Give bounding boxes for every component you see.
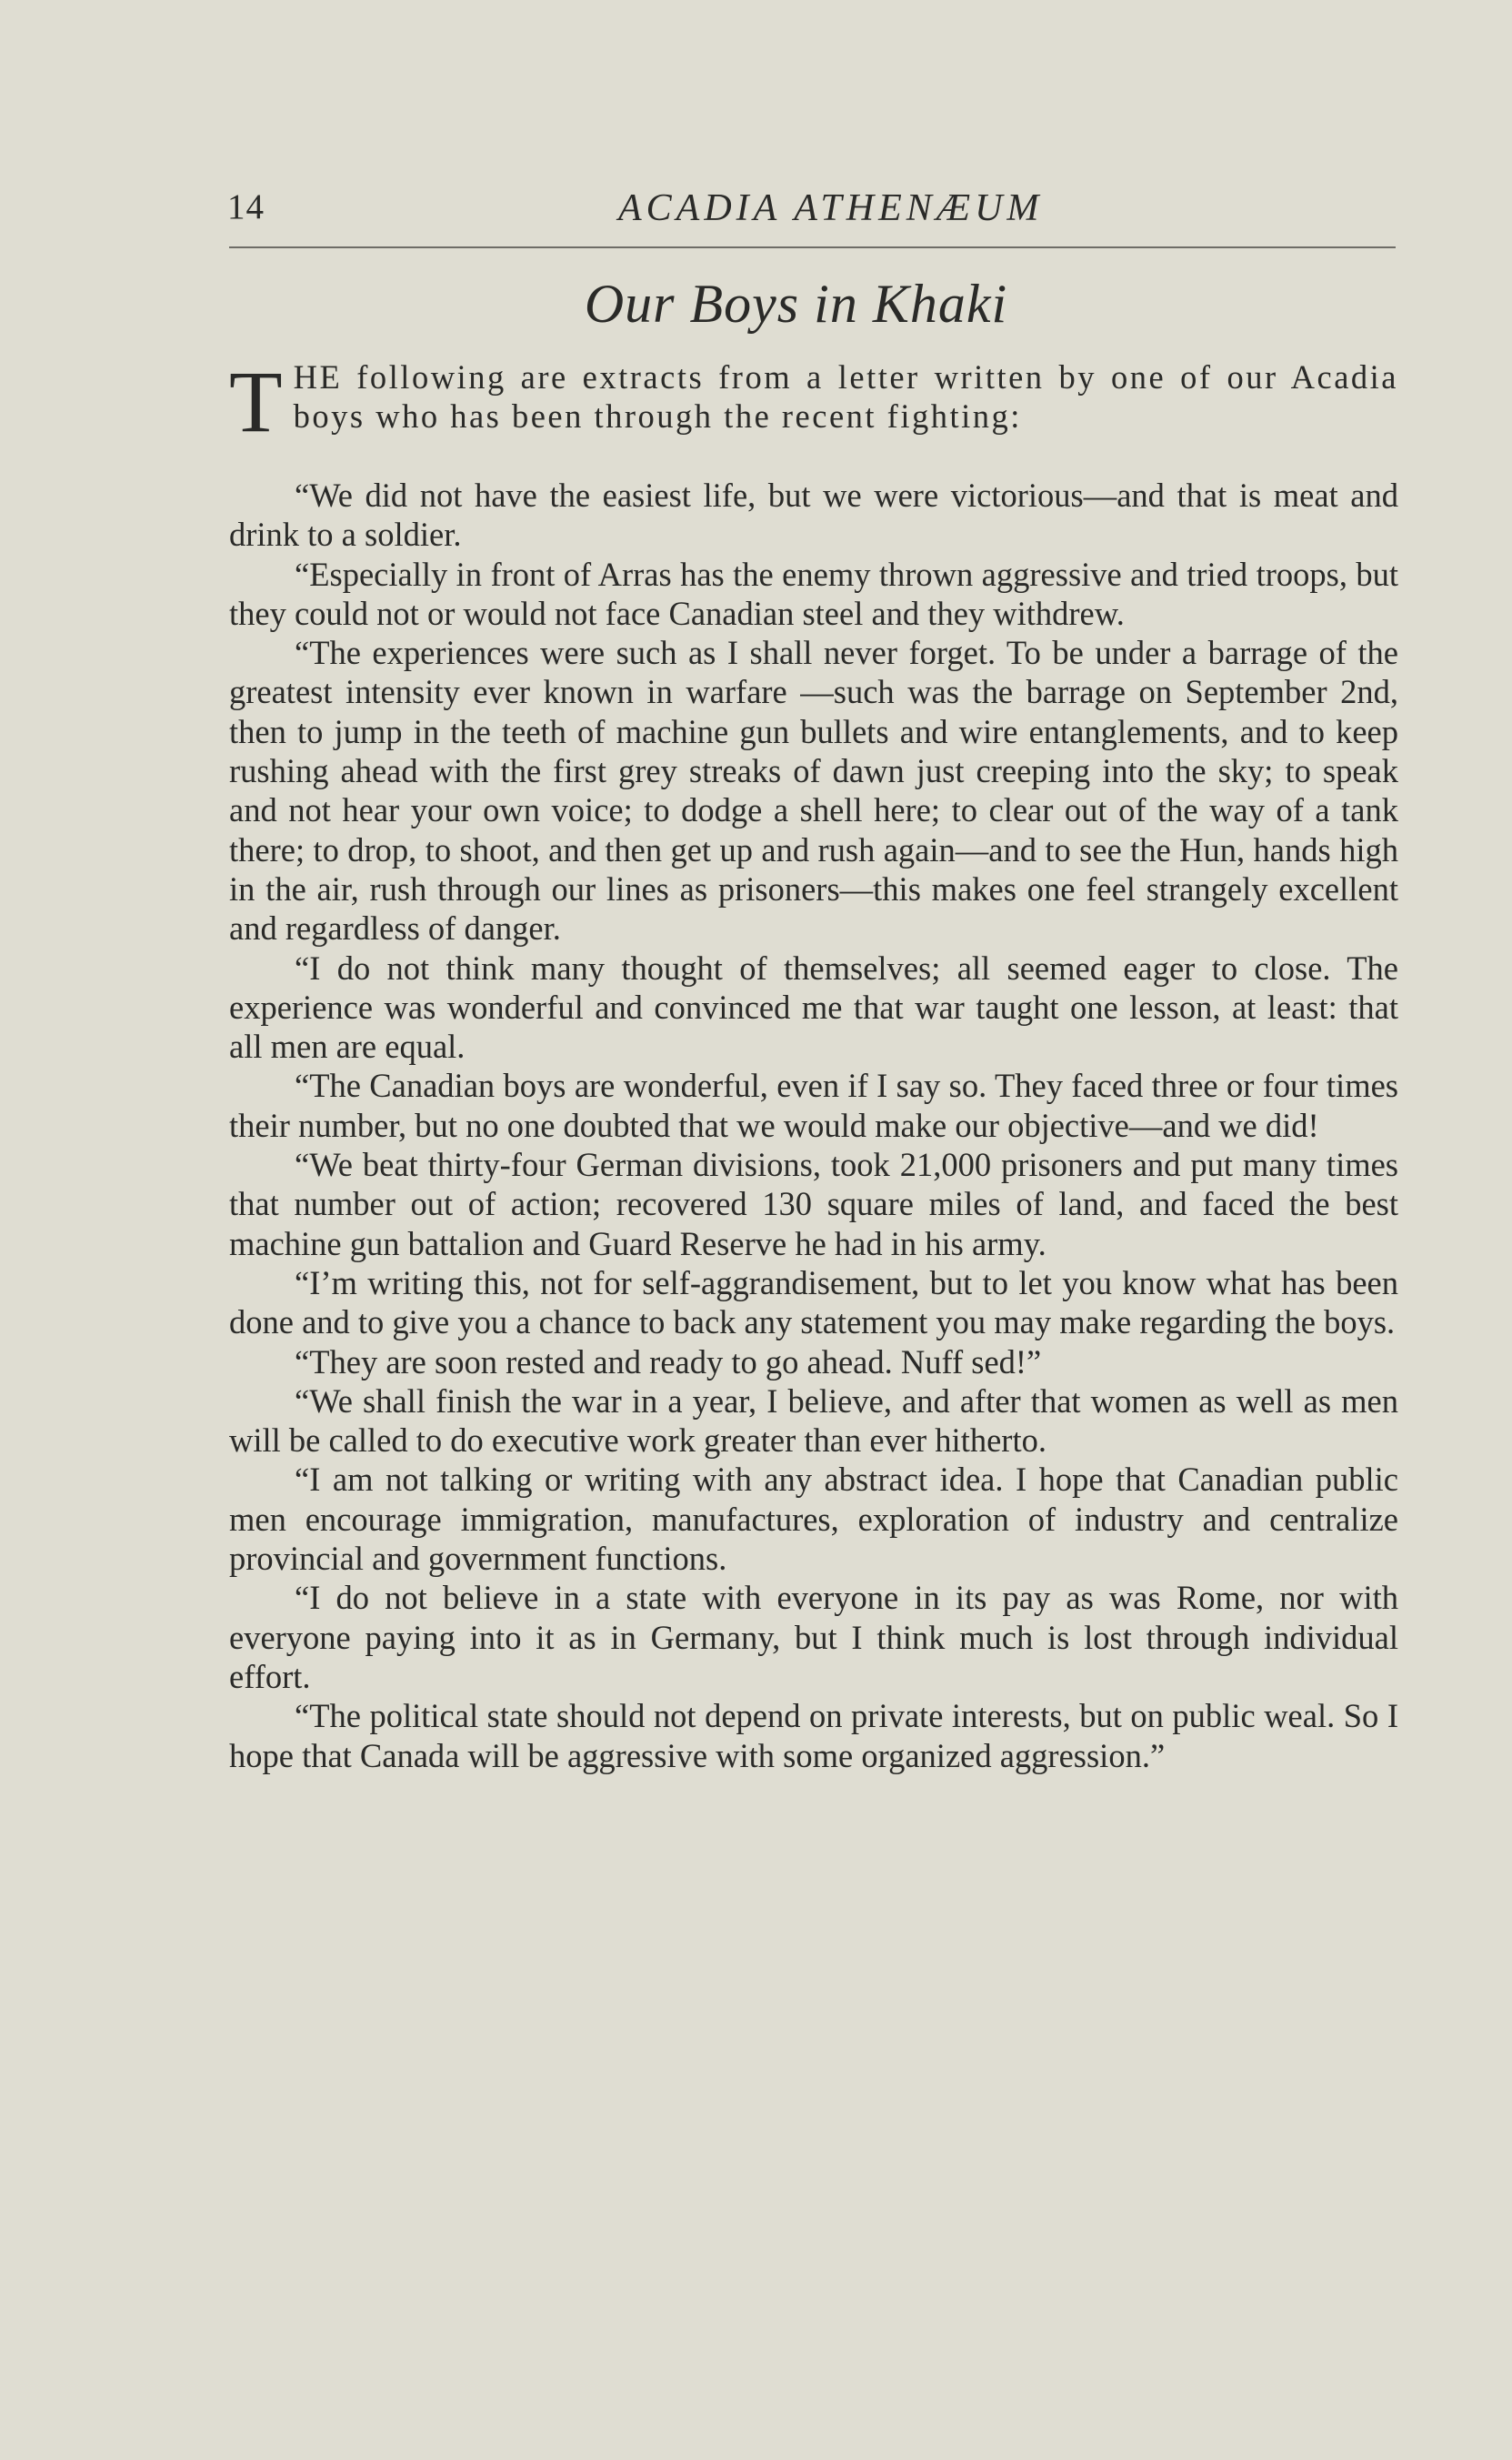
paragraph: “Especially in front of Arras has the enemy thrown aggressive and tried troops, but they could not or would not face Canadian steel and they withdrew. — [229, 555, 1398, 632]
journal-title: ACADIA ATHENÆUM — [618, 187, 1044, 229]
paragraph: “The experiences were such as I shall never forget. To be under a barrage of the greatest intensity ever known in warfare —such was the barrage on September 2nd, then to jump in the teeth of machine gun bullets and wire entanglements, and to keep rushing ahead with the first grey streaks of dawn just creeping into the sky; to speak and not hear your own voice; to dodge a shell here; to clear out of the way of a tank there; to drop, to shoot, and then get up and rush again—and to see the Hun, hands high in the air, rush through our lines as prisoners—this makes one feel strangely excellent and regardless of danger. — [229, 634, 1398, 948]
header-rule — [229, 246, 1396, 248]
paragraph: “The Canadian boys are wonderful, even if I say so. They faced three or four times their number, but no one doubted that we would make our objective—and we did! — [229, 1067, 1398, 1144]
page-number: 14 — [227, 187, 265, 226]
article-body — [229, 353, 1398, 1775]
article-intro-paragraph — [229, 353, 1398, 476]
paragraph: “We beat thirty-four German divisions, took 21,000 prisoners and put many times that number out of action; recovered 130 square miles of land, and faced the best machine gun battalion and Guard Reserve he had in his army. — [229, 1146, 1398, 1262]
drop-cap: T — [229, 353, 283, 450]
article-title: Our Boys in Khaki — [584, 274, 1008, 334]
paragraph: “I do not believe in a state with everyone in its pay as was Rome, nor with everyone paying into it as in Germany, but I think much is lost through individual effort. — [229, 1579, 1398, 1695]
paragraph: “I’m writing this, not for self-aggrandisement, but to let you know what has been done and to give you a chance to back any statement you may make regarding the boys. — [229, 1263, 1398, 1341]
paragraph: “We shall finish the war in a year, I believe, and after that women as well as men will be called to do executive work greater than ever hitherto. — [229, 1381, 1398, 1460]
paragraph: “They are soon rested and ready to go ahead. Nuff sed!” — [295, 1342, 1042, 1381]
running-header — [227, 186, 1397, 241]
paragraph: “We did not have the easiest life, but we were victorious—and that is meat and drink to a soldier. — [229, 477, 1398, 554]
paragraph: “The political state should not depend on private interests, but on public weal. So I hope that Canada will be aggressive with some organized aggression.” — [229, 1697, 1398, 1774]
intro-text: HE following are extracts from a letter written by one of our Acadia boys who has been through the recent fighting: — [293, 358, 1398, 436]
paragraph: “I do not think many thought of themselves; all seemed eager to close. The experience was wonderful and convinced me that war taught one lesson, at least: that all men are equal. — [229, 949, 1398, 1066]
paragraph: “I am not talking or writing with any abstract idea. I hope that Canadian public men encourage immigration, manufactures, exploration of industry and centralize provincial and government functions. — [229, 1461, 1398, 1578]
